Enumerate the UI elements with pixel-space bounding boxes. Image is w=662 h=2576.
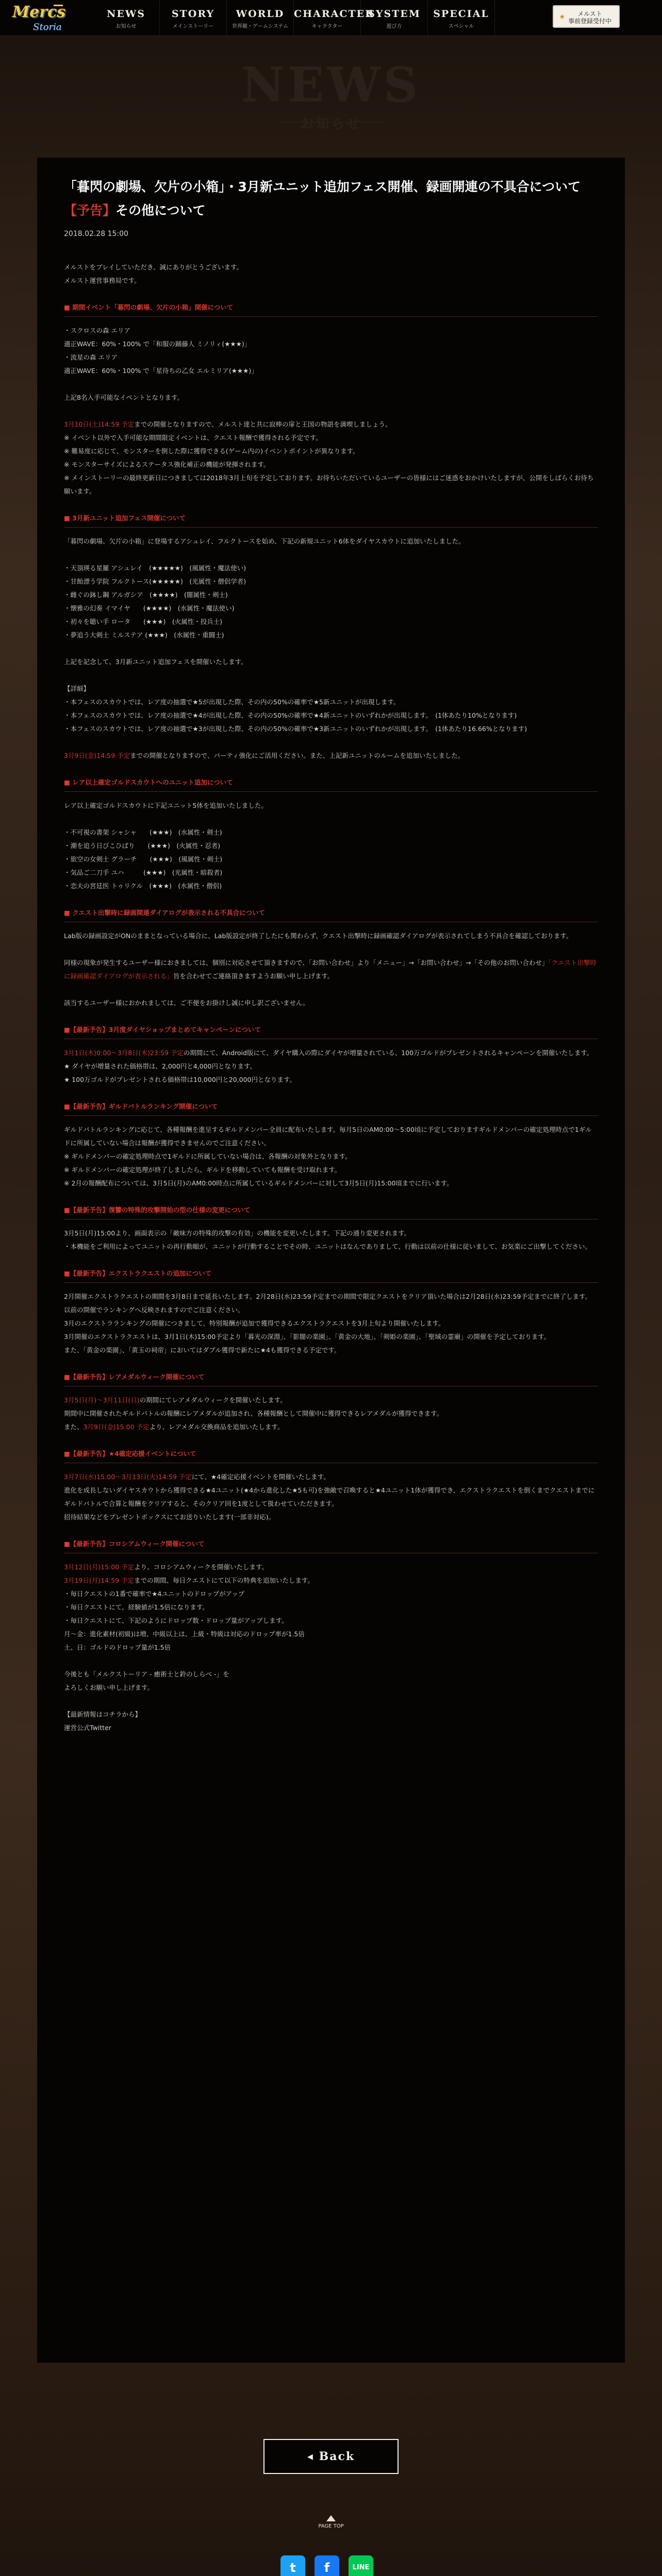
paragraph-text-tail: までの期間、毎日クエストにて以下の特典を追加いたします。 ・毎日クエストの1番で確率で★4ユニットのドロップがアップ ・毎日クエストにて、経験値が1.5倍になります。 ・毎日クエストにて、下記のようにドロップ数・ドロップ量がアップします。 月〜金：進化素材(初級)は増、中級以上は、上級・特級は対応のドロップ率が1.5倍 土、日：ゴルドのドロップ量が1.5倍 [64,1577,314,1651]
nav-item-character[interactable] [294,0,374,36]
heading-text: ■ 3月新ユニット追加フェス開催について [64,514,186,522]
heading-text: ■【最新予告】3月度ダイヤショップまとめてキャンペーンについて [64,1026,261,1033]
arrow-up-icon [326,2515,336,2521]
nav-item-special[interactable] [428,0,495,36]
paragraph-text: メルストをプレイしていただき、誠にありがとうございます。 メルスト運営事務局です。 [64,263,243,284]
hero-banner [0,36,662,160]
highlight-date: 3月1日(木)0:00〜3月8日(木)23:59 予定 [64,1049,184,1057]
nav-sublabel: メインストーリー [172,24,214,29]
back-label: Back [319,2450,355,2463]
section-heading [64,1100,598,1116]
paragraph [64,655,598,669]
page-top-label: PAGE TOP [318,2523,344,2529]
heading-text: ■ 期間イベント「暮閃の劇場、欠片の小箱」開催について [64,303,234,311]
star-icon: ★ [559,13,566,21]
facebook-icon[interactable]: f [315,2555,339,2576]
paragraph [64,1046,598,1087]
nav-item-news[interactable] [93,0,160,36]
logo-text-sub: Storia [33,22,62,32]
paragraph-text: より、コロシアムウィークを開催いたします。 [134,1563,268,1571]
paragraph-text: までの開催となりますので、メルスト達と共に寂棒の扉と王国の物語を満喫しましょう。 ※ イベント以外で入手可能な期間限定イベントは、クエスト報酬で獲得される予定です。 ※ 難易度に応じて、モンスターを倒した際に獲得できる(ゲーム内の)イベントポイントが異なります。 ※ モンスターサイズによるステータス強化補正の機能が発揮されます。 ※ メインストーリーの最終更新日につきましては2018年3月上旬を予定しております。お待ちいただいているユーザーの皆様にはご迷惑をおかけいたしますが、公開をしばらくお待ち願います。 [64,420,594,495]
nav-item-world[interactable] [227,0,294,36]
paragraph-text-tail: より、レアメダル交換商品を追加いたします。 [149,1423,284,1431]
paragraph [64,749,598,762]
article-title-tag: 【予告】 [64,203,116,218]
site-header [0,0,662,36]
highlight-text: 3月9日(金)15:00 予定 [83,1423,150,1431]
paragraph [64,1708,598,1735]
back-arrow-icon: ◂ [307,2450,319,2463]
paragraph [64,682,598,736]
paragraph-text: ・不可視の書架 シャシャ (★★★) (水属性・剣士) ・潮を追う日びこひばり (★★★) (火属性・忍者) ・旅空の女剣士 グラーチ (★★★) (風属性・剣士) ・気品ご二刀手 ユハ (★★★) (光属性・暗殺者) ・恋夫の宮廷医 トゥリクル (★★★) (水属性・僧侶) [64,828,223,890]
heading-text: ■【最新予告】ギルドバトルランキング開催について [64,1103,218,1110]
paragraph [64,261,598,287]
section-heading [64,512,598,528]
highlight-date: 3月12日(月)15:00 予定 [64,1563,135,1571]
highlight-date: 3月9日(金)14:59 予定 [64,752,130,759]
preregister-label: メルスト 事前登録受付中 [568,10,611,25]
nav-label: CHARACTER [294,8,374,20]
paragraph-text: Lab版の録画設定がONのままとなっている場合に、Lab版設定が終了したにも関わらず、クエスト出撃時に録画確認ダイアログが表示されてしまう不具合を確認しております。 [64,932,573,940]
paragraph-text: の期間にてレアメダルウィークを開催いたします。 期間中に開催されたギルドバトルの報酬にレアメダルが追加され、各種報酬として開催中に獲得できるレアメダルが獲得できます。 また、 [64,1396,443,1431]
paragraph-text-tail: 旨を合わせてご連絡頂きますようお願い申し上げます。 該当するユーザー様におかれましては、ご不便をお掛けし誠に申し訳ございません。 [64,972,334,1007]
paragraph [64,1227,598,1253]
nav-item-story[interactable] [160,0,227,36]
back-button[interactable] [263,2439,399,2474]
section-heading [64,301,598,317]
section-heading [64,1023,598,1039]
preregister-button[interactable] [553,5,620,28]
news-article [37,158,625,2363]
heading-text: ■【最新予告】コロシアムウィーク開催について [64,1540,205,1548]
paragraph-text: ・スクロスの森 エリア 適正WAVE：60%・100% で「和服の踊藤人 ミノリィ(★★★)」 ・流星の森 エリア 適正WAVE：60%・100% で「星待ちの乙女 エルミリア(★★★)」 上記8名入手可能なイベントとなります。 [64,327,258,401]
nav-sublabel: お知らせ [115,24,137,29]
nav-item-system[interactable] [361,0,428,36]
section-heading [64,1204,598,1219]
nav-sublabel: 世界観・ゲームシステム [232,24,288,29]
site-logo[interactable] [7,1,85,35]
nav-label: SYSTEM [368,8,421,20]
nav-label: SPECIAL [433,8,489,20]
heading-text: ■【最新予告】★4確定応援イベントについて [64,1450,196,1458]
paragraph [64,1123,598,1190]
paragraph [64,1470,598,1524]
heading-text: ■【最新予告】復讐の特殊的攻撃開始の型の仕様の変更について [64,1206,251,1214]
highlight-date: 3月7日(水)15:00〜3月13日(火)14:59 予定 [64,1473,192,1481]
highlight-text: 「クエスト出撃時に録画確認ダイアログが表示される」 [64,959,597,980]
paragraph [64,418,598,498]
section-heading [64,1370,598,1386]
line-icon[interactable]: LINE [349,2555,373,2576]
paragraph [64,324,598,404]
paragraph-text: の期間にて、Android版にて、ダイヤ購入の際にダイヤが増量されている、100万ゴルドがプレゼントされるキャンペーンを開催いたします。 ★ ダイヤが増量された価格帯は、2,000円と4,000円となります。 ★ 100万ゴルドがプレゼントされる価格帯は10,000円と20,000円となります。 [64,1049,593,1083]
page-subtitle: お知らせ [300,116,362,132]
nav-label: WORLD [236,8,285,20]
paragraph-text: 【最新情報はコチラから】 運営公式Twitter [64,1710,142,1732]
paragraph-text: 上記を記念して、3月新ユニット追加フェスを開催いたします。 [64,658,247,666]
paragraph-text: 3月5日(月)15:00より、画面表示の「敵味方の特殊的攻撃の有効」の機能を変更いたします。下記の通り変更されます。 ・本機能をご利用によってユニットの再行動順が、ユニットが行動することでその時、ユニットはなんでありまして、行動は以前の仕様に従いまして、お気楽にご出撃してください。 [64,1229,592,1250]
paragraph-text: 同様の現象が発生するユーザー様におきましては、個別に対応させて頂きますので、「お問い合わせ」より「メニュー」→「お問い合わせ」→「その他のお問い合わせ」 [64,959,549,967]
paragraph [64,826,598,893]
paragraph [64,562,598,642]
heading-text: ■ レア以上確定ゴルドスカウトへのユニット追加について [64,778,233,786]
nav-label: NEWS [107,8,145,20]
section-heading [64,906,598,922]
paragraph-text: 2月開催エクストラクエストの期間を3月8日まで延長いたします。2月28日(水)23:59予定までの期間で限定クエストをクリア頂いた場合は2月28日(水)23:59予定までに終了します。 以前の開催でランキングへ反映されますのでご注意ください。 3月のエクストラランキングの開催につきまして、特別報酬が追加で獲得できるエクストラクエストを3月上旬より開催いたします。 3月開催のエクストラクエストは、3月1日(木)15:00予定より「暮光の深淵」、「影闇の楽園」、「黄金の大地」、「剣姫の楽園」、「聖域の霊廟」の開催を予定しております。 また、「黄金の楽園」、「黄玉の祠帝」においてはダブル獲得で新たに★4も獲得できる予定です。 [64,1293,592,1354]
section-heading [64,1537,598,1553]
paragraph-text: 【詳細】 ・本フェスのスカウトでは、レア度の抽選で★5が出現した際、その内の50%の確率で★5新ユニットが出現します。 ・本フェスのスカウトでは、レア度の抽選で★4が出現した際、その内の50%の確率で★4新ユニットのいずれかが出現します。 (1体あたり10%となります) ・本フェスのスカウトでは、レア度の抽選で★3が出現した際、その内の50%の確率で★3新ユニットのいずれかが出現します。 (1体あたり16.66%となります) [64,685,527,733]
highlight-date: 3月5日(月)〜3月11日(日) [64,1396,140,1404]
section-heading [64,1267,598,1283]
paragraph-text: 「暮閃の劇場、欠片の小箱」に登場するアシュレイ、フルクトースを始め、下記の新規ユニット6体をダイヤスカウトに追加いたしました。 [64,537,465,545]
section-heading [64,1447,598,1463]
article-title-tail: その他について [115,203,206,218]
paragraph-text: 今後とも「メルクストーリア - 癒術士と鈴のしらべ -」を よろしくお願い申し上げます。 [64,1670,229,1691]
section-heading [64,776,598,792]
article-title-main: 「暮閃の劇場、欠片の小箱」・3月新ユニット追加フェス開催、録画開連の不具合について [64,179,581,194]
page-top-button[interactable] [310,2515,352,2529]
paragraph-text: までの開催となりますので、パーティ強化にご活用ください。また、上記新ユニットのルームを追加いたしました。 [130,752,465,759]
heading-text: ■ クエスト出撃時に録画開連ダイアログが表示される不具合について [64,909,266,917]
twitter-icon[interactable]: t [280,2555,305,2576]
article-body [64,261,598,1735]
heading-text: ■【最新予告】エクストラクエストの追加について [64,1269,212,1277]
page-title: NEWS [241,57,421,112]
paragraph [64,1561,598,1654]
highlight-text: 3月19日(月)14:59 予定 [64,1577,135,1584]
paragraph [64,1394,598,1434]
nav-label: STORY [171,8,215,20]
paragraph [64,956,598,1010]
article-date: 2018.02.28 15:00 [64,230,128,238]
logo-text-main: Mercs [12,3,66,21]
heading-text: ■【最新予告】レアメダルウィーク開催について [64,1373,205,1381]
paragraph-text: レア以上確定ゴルドスカウトに下記ユニット5体を追加いたしました。 [64,802,268,809]
nav-sublabel: 遊び方 [386,24,402,29]
paragraph [64,1668,598,1694]
paragraph [64,535,598,548]
social-links [280,2555,373,2576]
paragraph-text: ギルドバトルランキングに応じて、各種報酬を進呈するギルドメンバー全員に配布いたします。毎月5日のAM0:00〜5:00頃に予定しておりますギルドメンバーの確定処理時点で1ギルドに所属していない場合は報酬が獲得できませんのでご注意ください。 ※ ギルドメンバーの確定処理時点で1ギルドに所属していない場合は、各報酬の対象外となります。 ※ ギルドメンバーの確定処理が終了しましたら、ギルドを移動していても報酬を受け取れます。 ※ 2月の報酬配布については、3月5日(月)のAM0:00時点に所属しているギルドメンバーに対して3月5日(月)15:00頃までに行います。 [64,1126,592,1187]
article-title [64,175,598,223]
main-nav [93,0,495,36]
paragraph [64,929,598,943]
paragraph [64,1290,598,1357]
highlight-date: 3月10日(土)14:59 予定 [64,420,135,428]
paragraph [64,799,598,812]
nav-sublabel: キャラクター [311,24,343,29]
nav-sublabel: スペシャル [448,24,474,29]
paragraph-text: にて、★4確定応援イベントを開催いたします。 進化を成長しないダイヤスカウトから獲得できる★4ユニット(★4から進化した★5も可)を強敵で召喚すると★4ユニット1体が獲得でき、エクストラクエストを倒くまでクエストまでにギルドバトルで合算と報酬をクリアすると、そのクリア回を1度として扱わせていただきます。 招待結果などをプレゼントボックスにてお送りいたします(一部非対応)。 [64,1473,595,1521]
paragraph-text: ・天頂瑛る星羅 アシュレイ (★★★★★) (風属性・魔法使い) ・甘飴漂う学院 フルクトース(★★★★★) (光属性・僧侶学者) ・雌ぐの鉢し鋼 アルガシア (★★★★) (闇属性・剣士) ・懐雅の幻奏 イマイヤ (★★★★) (水属性・魔法使い) ・初々を聴い手 ロータ (★★★) (火属性・投兵士) ・夢追う大剣士 ミルステア (★★★) (水属性・重闘士) [64,564,246,639]
